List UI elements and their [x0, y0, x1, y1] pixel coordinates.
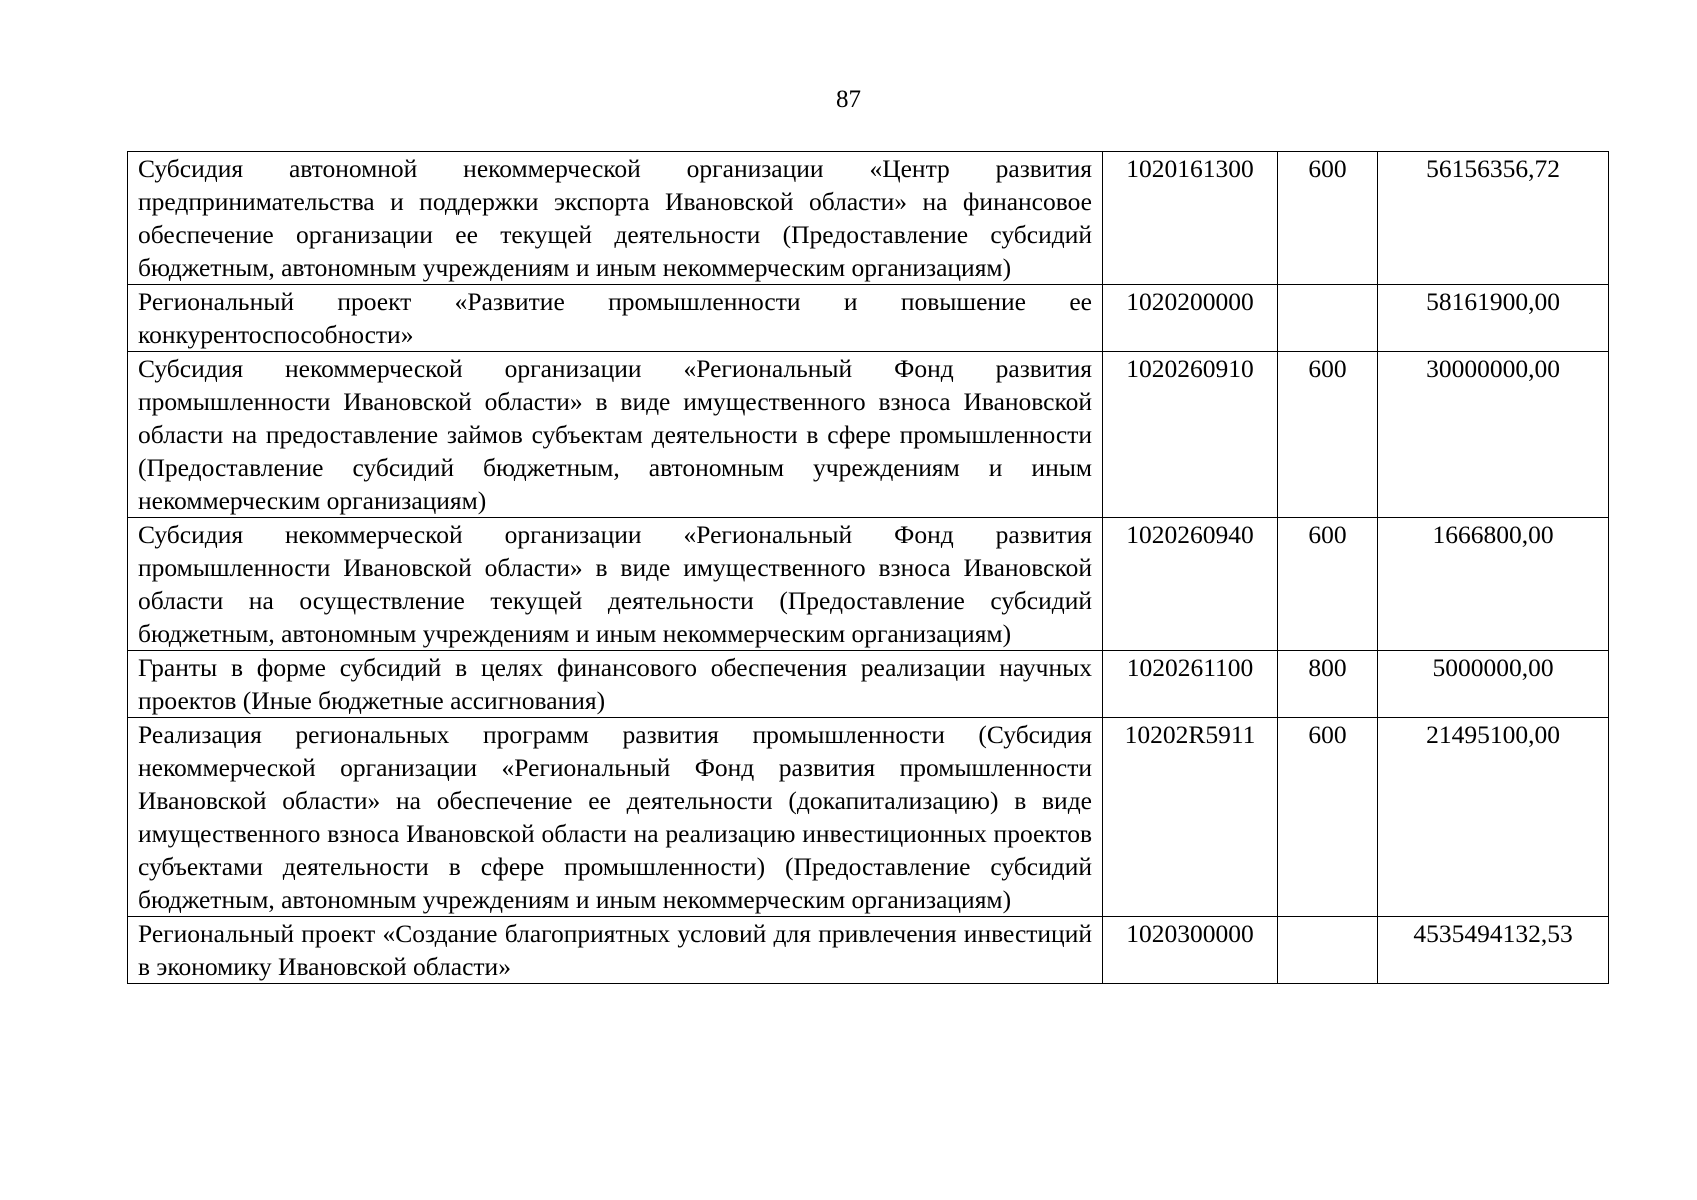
- row-amount: 5000000,00: [1378, 651, 1609, 718]
- row-amount: 1666800,00: [1378, 518, 1609, 651]
- row-expense-kind: 600: [1278, 518, 1378, 651]
- row-expense-kind: [1278, 285, 1378, 352]
- row-expense-kind: [1278, 917, 1378, 984]
- row-expense-kind: 600: [1278, 152, 1378, 285]
- table-row: [128, 352, 1609, 518]
- row-target-code: 1020260940: [1103, 518, 1278, 651]
- table-row: [128, 917, 1609, 984]
- table-row: [128, 718, 1609, 917]
- row-expense-kind: 600: [1278, 352, 1378, 518]
- row-target-code: 1020260910: [1103, 352, 1278, 518]
- table-row: [128, 285, 1609, 352]
- row-description: Региональный проект «Развитие промышленности и повышение ее конкурентоспособности»: [128, 285, 1103, 352]
- row-target-code: 1020300000: [1103, 917, 1278, 984]
- row-description: Реализация региональных программ развития промышленности (Субсидия некоммерческой организации «Региональный Фонд развития промышленности Ивановской области» на обеспечение ее деятельности (докапитализацию) в виде имущественного взноса Ивановской области на реализацию инвестиционных проектов субъектами деятельности в сфере промышленности) (Предоставление субсидий бюджетным, автономным учреждениям и иным некоммерческим организациям): [128, 718, 1103, 917]
- row-target-code: 10202R5911: [1103, 718, 1278, 917]
- row-amount: 21495100,00: [1378, 718, 1609, 917]
- row-target-code: 1020261100: [1103, 651, 1278, 718]
- budget-table-body: [128, 152, 1609, 984]
- row-expense-kind: 600: [1278, 718, 1378, 917]
- row-description: Гранты в форме субсидий в целях финансового обеспечения реализации научных проектов (Иные бюджетные ассигнования): [128, 651, 1103, 718]
- row-description: Субсидия автономной некоммерческой организации «Центр развития предпринимательства и поддержки экспорта Ивановской области» на финансовое обеспечение организации ее текущей деятельности (Предоставление субсидий бюджетным, автономным учреждениям и иным некоммерческим организациям): [128, 152, 1103, 285]
- row-target-code: 1020161300: [1103, 152, 1278, 285]
- table-row: [128, 152, 1609, 285]
- row-expense-kind: 800: [1278, 651, 1378, 718]
- row-target-code: 1020200000: [1103, 285, 1278, 352]
- row-amount: 56156356,72: [1378, 152, 1609, 285]
- budget-table: [127, 151, 1609, 984]
- row-amount: 30000000,00: [1378, 352, 1609, 518]
- table-row: [128, 651, 1609, 718]
- row-description: Региональный проект «Создание благоприятных условий для привлечения инвестиций в экономику Ивановской области»: [128, 917, 1103, 984]
- page-number: 87: [836, 86, 861, 113]
- row-amount: 58161900,00: [1378, 285, 1609, 352]
- row-description: Субсидия некоммерческой организации «Региональный Фонд развития промышленности Ивановской области» в виде имущественного взноса Ивановской области на осуществление текущей деятельности (Предоставление субсидий бюджетным, автономным учреждениям и иным некоммерческим организациям): [128, 518, 1103, 651]
- table-row: [128, 518, 1609, 651]
- row-description: Субсидия некоммерческой организации «Региональный Фонд развития промышленности Ивановской области» в виде имущественного взноса Ивановской области на предоставление займов субъектам деятельности в сфере промышленности (Предоставление субсидий бюджетным, автономным учреждениям и иным некоммерческим организациям): [128, 352, 1103, 518]
- row-amount: 4535494132,53: [1378, 917, 1609, 984]
